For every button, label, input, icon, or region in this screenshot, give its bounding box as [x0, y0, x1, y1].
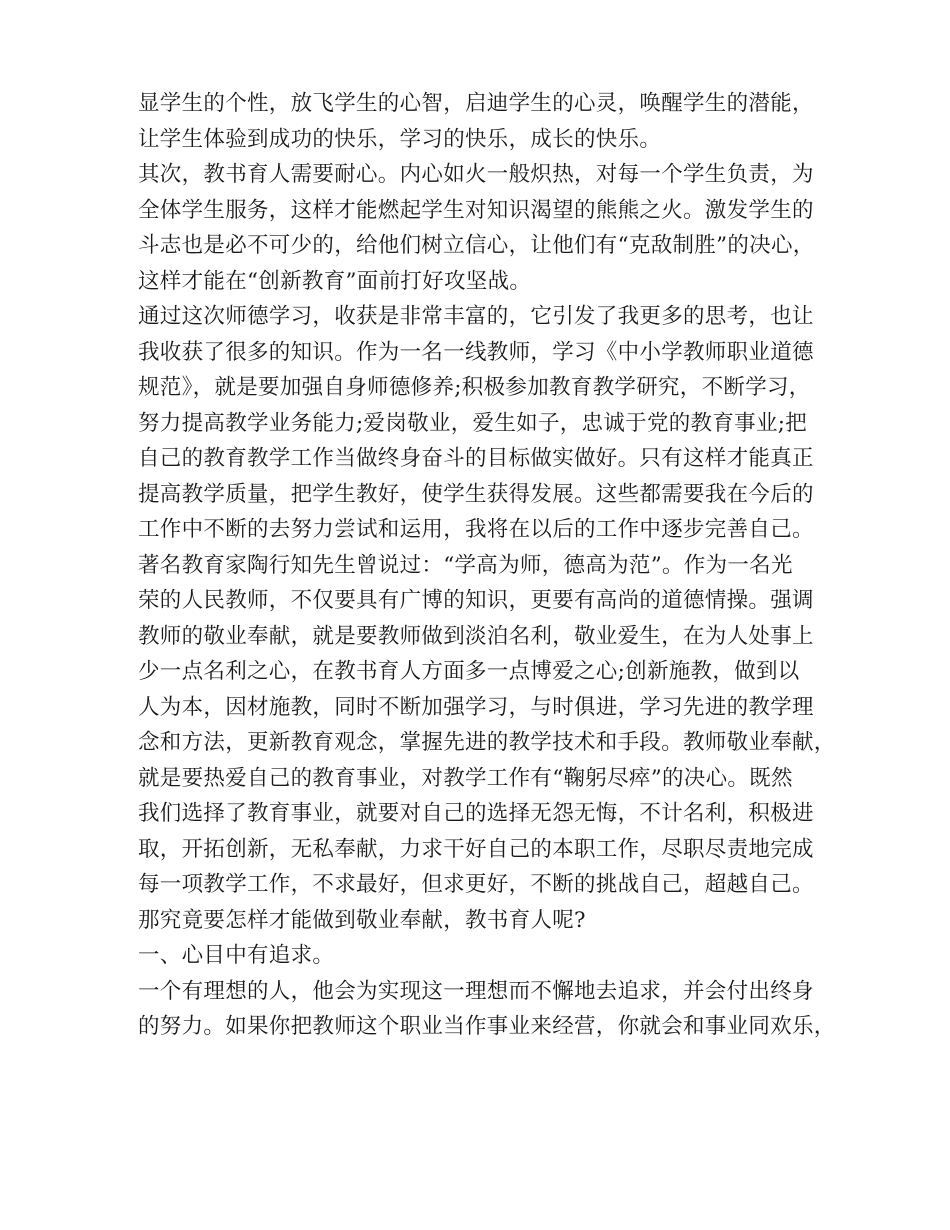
text-line: 取，开拓创新，无私奉献，力求干好自己的本职工作，尽职尽责地完成	[138, 836, 814, 862]
text-line: 每一项教学工作，不求最好，但求更好，不断的挑战自己，超越自己。	[138, 872, 814, 897]
text-line: 我们选择了教育事业，就要对自己的选择无怨无悔，不计名利，积极进	[138, 801, 814, 826]
text-line: 著名教育家陶行知先生曾说过：“学高为师，德高为范”。作为一名光	[138, 552, 793, 578]
text-line: 我收获了很多的知识。作为一名一线教师，学习《中小学教师职业道德	[138, 339, 814, 365]
text-line: 的努力。如果你把教师这个职业当作事业来经营，你就会和事业同欢乐，	[138, 1014, 836, 1039]
text-line: 一个有理想的人，他会为实现这一理想而不懈地去追求，并会付出终身	[138, 978, 814, 1004]
text-line: 教师的敬业奉献，就是要教师做到淡泊名利，敬业爱生，在为人处事上	[138, 623, 814, 649]
text-line: 荣的人民教师，不仅要具有广博的知识，更要有高尚的道德情操。强调	[138, 588, 814, 613]
text-line: 全体学生服务，这样才能燃起学生对知识渴望的熊熊之火。激发学生的	[138, 197, 814, 223]
text-line: 通过这次师德学习，收获是非常丰富的，它引发了我更多的思考，也让	[138, 304, 814, 329]
text-line: 就是要热爱自己的教育事业，对教学工作有“鞠躬尽瘁”的决心。既然	[138, 765, 793, 791]
text-line: 这样才能在“创新教育”面前打好攻坚战。	[138, 268, 532, 294]
text-line: 斗志也是必不可少的，给他们树立信心，让他们有“克敌制胜”的决心，	[138, 233, 815, 258]
text-line: 那究竟要怎样才能做到敬业奉献，教书育人呢?	[138, 907, 586, 933]
text-line: 人为本，因材施教，同时不断加强学习，与时俱进，学习先进的教学理	[138, 694, 814, 720]
text-line: 显学生的个性，放飞学生的心智，启迪学生的心灵，唤醒学生的潜能，	[138, 91, 814, 116]
text-line: 工作中不断的去努力尝试和运用，我将在以后的工作中逐步完善自己。	[138, 517, 814, 542]
text-line: 其次，教书育人需要耐心。内心如火一般炽热，对每一个学生负责，为	[138, 162, 814, 187]
text-line: 规范》，就是要加强自身师德修养;积极参加教育教学研究，不断学习，	[138, 375, 811, 400]
document-body	[138, 86, 836, 1045]
text-line: 念和方法，更新教育观念，掌握先进的教学技术和手段。教师敬业奉献，	[138, 730, 836, 755]
text-line: 少一点名利之心，在教书育人方面多一点博爱之心;创新施教，做到以	[138, 659, 800, 684]
text-line: 一、心目中有追求。	[138, 943, 335, 968]
text-line: 提高教学质量，把学生教好，使学生获得发展。这些都需要我在今后的	[138, 481, 814, 507]
text-line: 自己的教育教学工作当做终身奋斗的目标做实做好。只有这样才能真正	[138, 446, 814, 471]
text-line: 让学生体验到成功的快乐，学习的快乐，成长的快乐。	[138, 126, 662, 152]
text-line: 努力提高教学业务能力;爱岗敬业，爱生如子，忠诚于党的教育事业;把	[138, 410, 808, 436]
